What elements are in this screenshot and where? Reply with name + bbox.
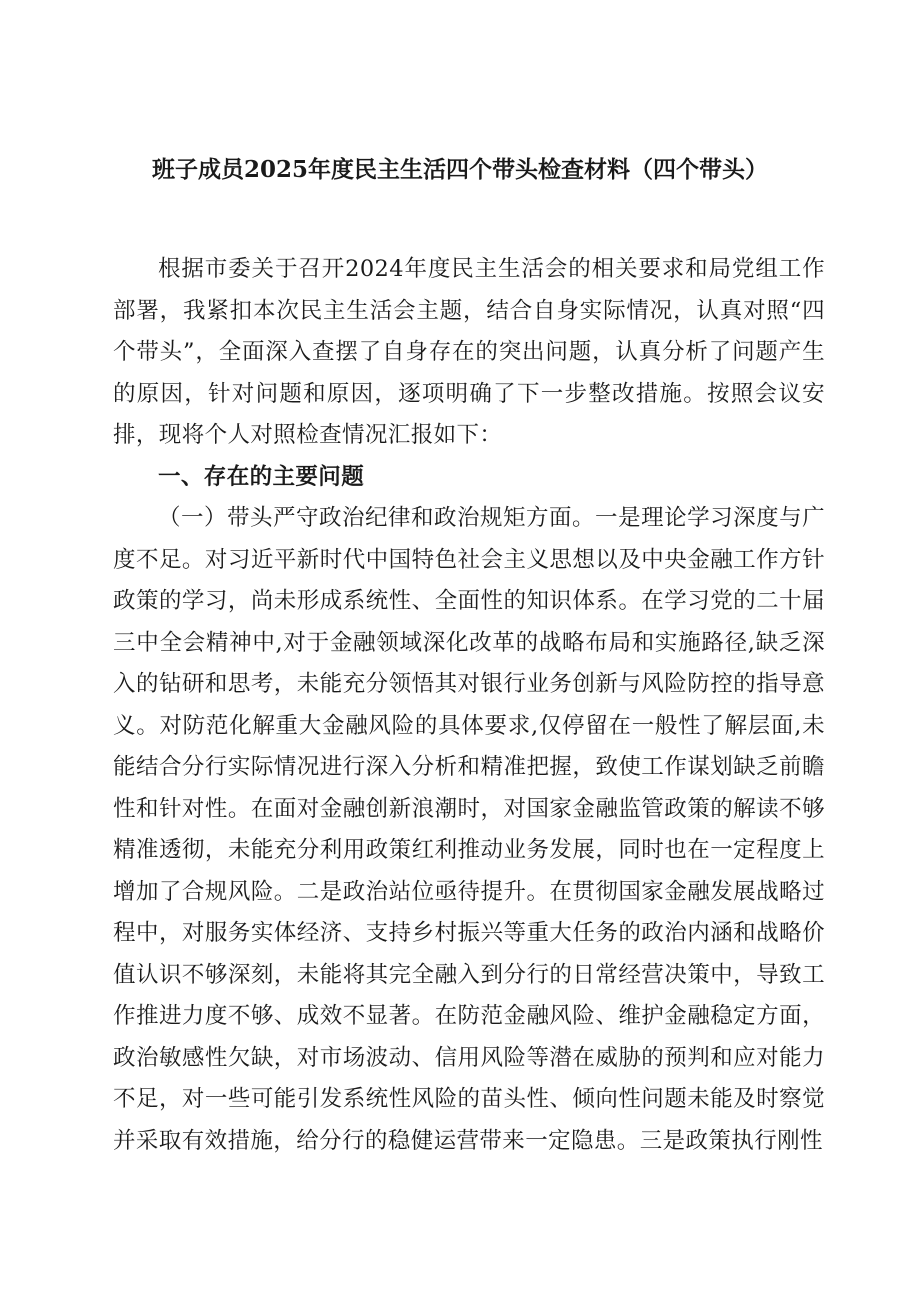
section-heading: 一、存在的主要问题 — [158, 463, 365, 490]
document-title: 班子成员2025年度民主生活四个带头检查材料（四个带头） — [151, 156, 768, 183]
intro-paragraph: 根据市委关于召开2024年度民主生活会的相关要求和局党组工作部署，我紧扣本次民主生活会主题，结合自身实际情况，认真对照“四个带头”，全面深入查摆了自身存在的突出问题，认真分析了问题产生的原因，针对问题和原因，逐项明确了下一步整改措施。按照会议安排，现将个人对照检查情况汇报如下： — [113, 256, 825, 448]
section-paragraph: （一）带头严守政治纪律和政治规矩方面。一是理论学习深度与广度不足。对习近平新时代中国特色社会主义思想以及中央金融工作方针政策的学习，尚未形成系统性、全面性的知识体系。在学习党的二十届三中全会精神中,对于金融领域深化改革的战略布局和实施路径,缺乏深入的钻研和思考，未能充分领悟其对银行业务创新与风险防控的指导意义。对防范化解重大金融风险的具体要求,仅停留在一般性了解层面,未能结合分行实际情况进行深入分析和精准把握，致使工作谋划缺乏前瞻性和针对性。在面对金融创新浪潮时，对国家金融监管政策的解读不够精准透彻，未能充分利用政策红利推动业务发展，同时也在一定程度上增加了合规风险。二是政治站位亟待提升。在贯彻国家金融发展战略过程中，对服务实体经济、支持乡村振兴等重大任务的政治内涵和战略价值认识不够深刻，未能将其完全融入到分行的日常经营决策中，导致工作推进力度不够、成效不显著。在防范金融风险、维护金融稳定方面，政治敏感性欠缺，对市场波动、信用风险等潜在威胁的预判和应对能力不足，对一些可能引发系统性风险的苗头性、倾向性问题未能及时察觉并采取有效措施，给分行的稳健运营带来一定隐患。三是政策执行刚性 — [113, 505, 825, 1154]
document-body — [113, 249, 825, 1162]
